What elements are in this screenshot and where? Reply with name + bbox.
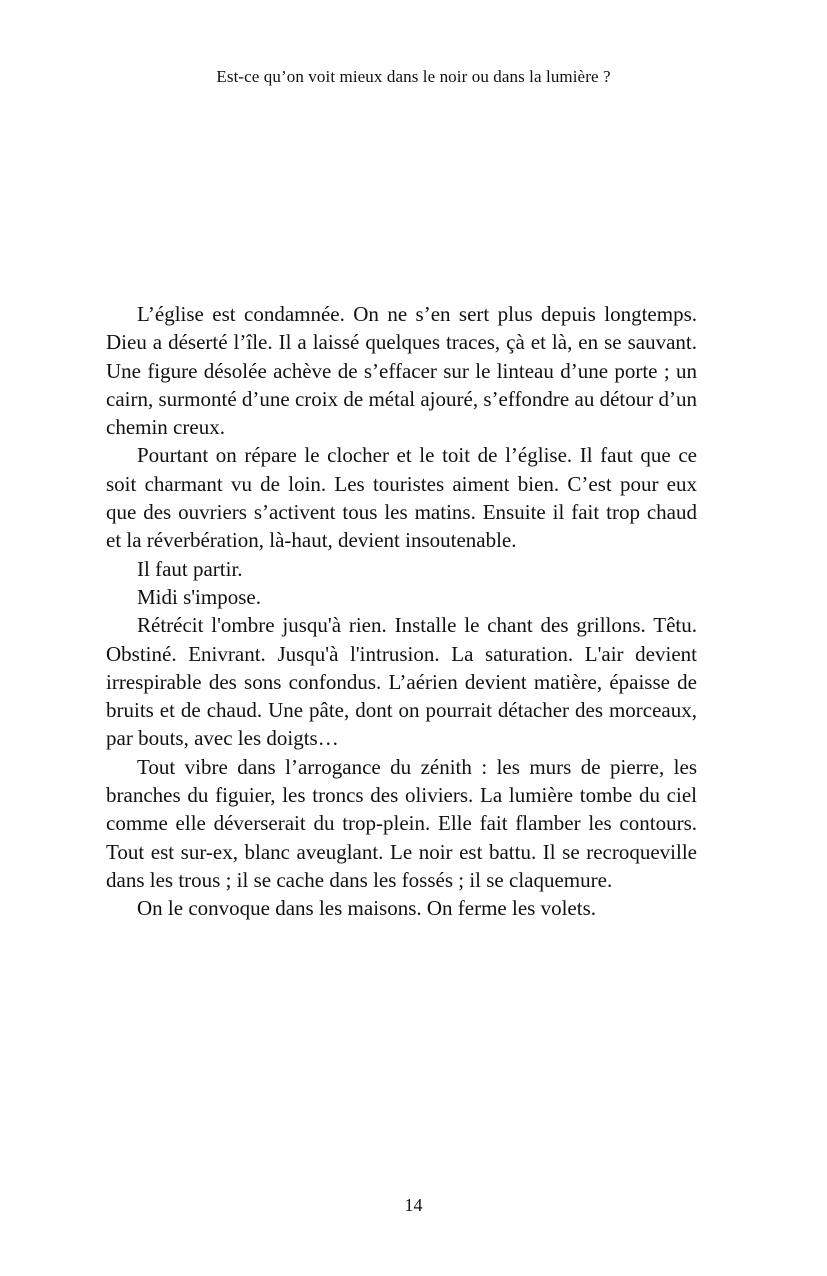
running-header: Est-ce qu’on voit mieux dans le noir ou dans la lumière ? — [216, 67, 611, 86]
paragraph: On le convoque dans les maisons. On ferme les volets. — [137, 896, 596, 921]
paragraph: Tout vibre dans l’arrogance du zénith : les murs de pierre, les branches du figuier, les troncs des oliviers. La lumière tombe du ciel comme elle déverserait du trop-plein. Elle fait flamber les contours. Tout est sur-ex, blanc aveuglant. Le noir est battu. Il se recroqueville dans les trous ; il se cache dans les fossés ; il se claquemure. — [106, 754, 697, 892]
paragraph: L’église est condamnée. On ne s’en sert plus depuis longtemps. Dieu a déserté l’île. Il a laissé quelques traces, çà et là, en se sauvant. Une figure désolée achève de s’effacer sur le linteau d’une porte ; un cairn, surmonté d’une croix de métal ajouré, s’effondre au détour d’un chemin creux. — [106, 302, 697, 440]
body-text — [106, 300, 697, 923]
paragraph: Midi s'impose. — [137, 584, 261, 609]
page-number: 14 — [404, 1195, 423, 1215]
paragraph: Rétrécit l'ombre jusqu'à rien. Installe le chant des grillons. Têtu. Obstiné. Enivrant. Jusqu'à l'intrusion. La saturation. L'air devient irrespirable des sons confondus. L’aérien devient matière, épaisse de bruits et de chaud. Une pâte, dont on pourrait détacher des morceaux, par bouts, avec les doigts… — [106, 613, 697, 751]
paragraph: Il faut partir. — [137, 556, 243, 581]
paragraph: Pourtant on répare le clocher et le toit de l’église. Il faut que ce soit charmant vu de loin. Les touristes aiment bien. C’est pour eux que des ouvriers s’activent tous les matins. Ensuite il fait trop chaud et la réverbération, là-haut, devient insoutenable. — [106, 443, 697, 553]
